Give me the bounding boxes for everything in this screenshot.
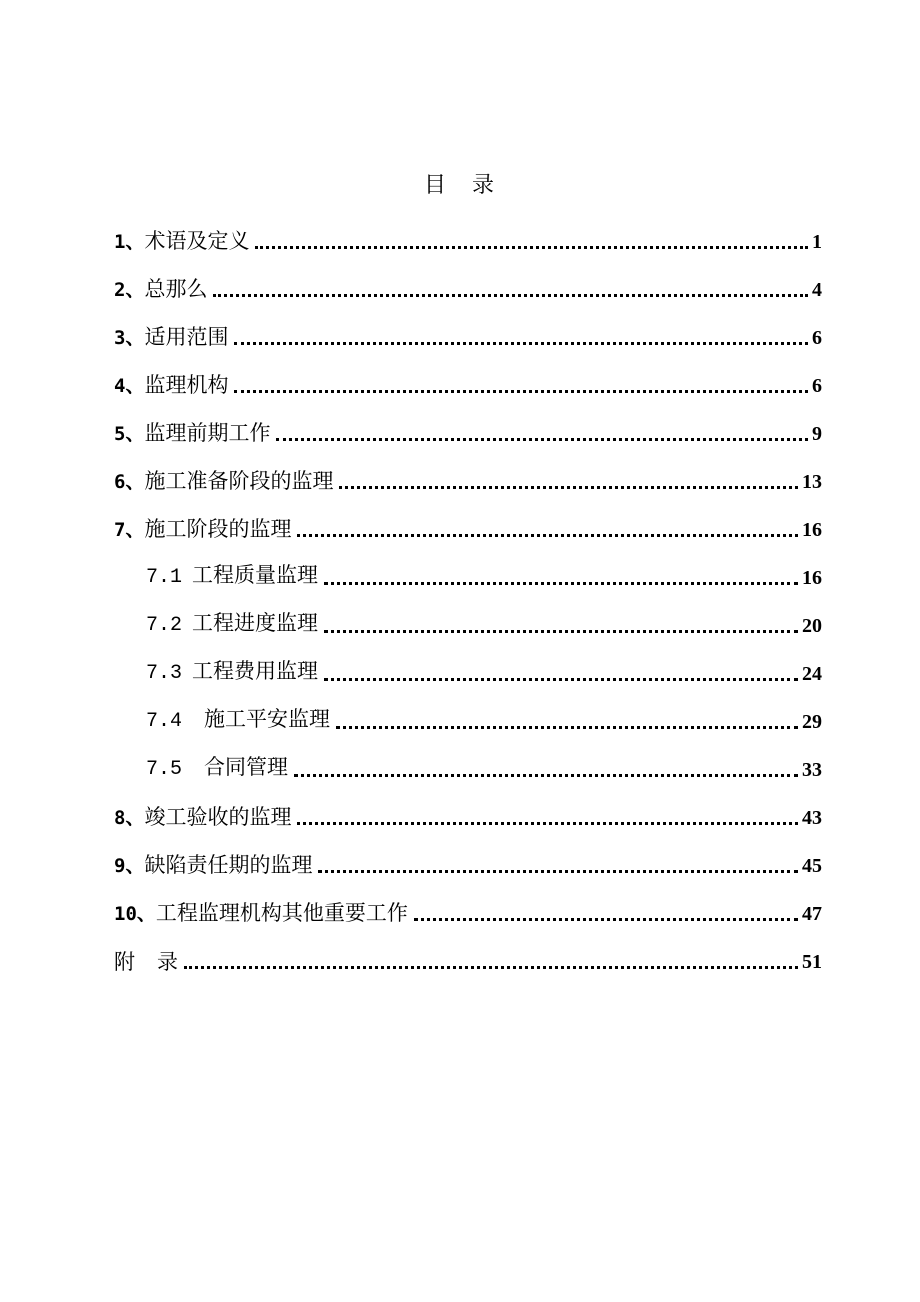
toc-entry-title: 缺陷责任期的监理 — [144, 853, 313, 877]
toc-entry-title: 竣工验收的监理 — [144, 805, 292, 829]
toc-entry-title: 施工准备阶段的监理 — [144, 469, 334, 493]
toc-entry-7[interactable] — [114, 502, 822, 550]
toc-title-left: 目 — [423, 173, 448, 198]
toc-entry-page: 51 — [802, 951, 822, 973]
toc-entry-number: 2、 — [114, 279, 145, 301]
toc-entry-number: 7.4 — [146, 710, 183, 733]
dot-leader — [255, 246, 808, 249]
appendix-right: 录 — [157, 950, 178, 974]
dot-leader — [297, 822, 798, 825]
dot-leader — [339, 486, 798, 489]
toc-entry-7-4[interactable] — [114, 694, 822, 742]
toc-entry-page: 16 — [802, 567, 822, 589]
toc-entry-number: 7.1 — [146, 566, 183, 589]
toc-entry-number: 7.5 — [146, 758, 183, 781]
toc-entry-title: 施工平安监理 — [204, 707, 331, 731]
toc-entry-page: 24 — [802, 663, 822, 685]
toc-entry-7-3[interactable] — [114, 646, 822, 694]
dot-leader — [213, 294, 808, 297]
toc-entry-10[interactable] — [114, 886, 822, 934]
toc-entry-title: 合同管理 — [204, 755, 289, 779]
toc-entry-7-5[interactable] — [114, 742, 822, 790]
dot-leader — [318, 870, 798, 873]
toc-entry-number: 7、 — [114, 519, 145, 541]
dot-leader — [336, 726, 798, 729]
toc-entry-1[interactable] — [114, 214, 822, 262]
toc-title-right: 录 — [472, 173, 497, 198]
dot-leader — [324, 630, 798, 633]
toc-entry-page: 16 — [802, 519, 822, 541]
toc-entry-title: 工程质量监理 — [192, 563, 319, 587]
toc-entry-appendix[interactable] — [114, 934, 822, 982]
toc-entry-page: 6 — [812, 327, 822, 349]
toc-entry-title: 工程进度监理 — [192, 611, 319, 635]
toc-entry-title: 监理前期工作 — [144, 421, 271, 445]
toc-entry-number: 4、 — [114, 375, 145, 397]
toc-entry-9[interactable] — [114, 838, 822, 886]
toc-entry-number: 5、 — [114, 423, 145, 445]
toc-entry-number: 8、 — [114, 807, 145, 829]
dot-leader — [414, 918, 798, 921]
dot-leader — [324, 582, 798, 585]
toc-entry-title: 适用范围 — [144, 325, 229, 349]
dot-leader — [294, 774, 798, 777]
toc-entry-number: 1、 — [114, 231, 145, 253]
toc-entry-title — [114, 950, 178, 974]
toc-entry-7-2[interactable] — [114, 598, 822, 646]
dot-leader — [184, 966, 798, 969]
toc-entry-page: 20 — [802, 615, 822, 637]
toc-entry-number: 9、 — [114, 855, 145, 877]
toc-entry-page: 33 — [802, 759, 822, 781]
toc-title — [0, 168, 920, 199]
toc-entry-6[interactable] — [114, 454, 822, 502]
appendix-left: 附 — [114, 950, 135, 974]
toc-entry-number: 7.2 — [146, 614, 183, 637]
toc-entry-title: 工程监理机构其他重要工作 — [155, 901, 408, 925]
toc-entry-2[interactable] — [114, 262, 822, 310]
toc-entry-3[interactable] — [114, 310, 822, 358]
toc-entry-page: 29 — [802, 711, 822, 733]
toc-entry-title: 监理机构 — [144, 373, 229, 397]
toc-entry-title: 工程费用监理 — [192, 659, 319, 683]
toc-entry-4[interactable] — [114, 358, 822, 406]
toc-entry-5[interactable] — [114, 406, 822, 454]
dot-leader — [234, 342, 808, 345]
toc-entry-page: 6 — [812, 375, 822, 397]
dot-leader — [234, 390, 808, 393]
toc-entry-number: 6、 — [114, 471, 145, 493]
toc-entry-7-1[interactable] — [114, 550, 822, 598]
table-of-contents — [114, 214, 822, 982]
toc-entry-number: 7.3 — [146, 662, 183, 685]
toc-entry-page: 9 — [812, 423, 822, 445]
dot-leader — [276, 438, 808, 441]
toc-entry-page: 47 — [802, 903, 822, 925]
toc-entry-page: 45 — [802, 855, 822, 877]
toc-entry-title: 总那么 — [144, 277, 208, 301]
toc-entry-page: 43 — [802, 807, 822, 829]
toc-entry-title: 术语及定义 — [144, 229, 250, 253]
toc-entry-page: 13 — [802, 471, 822, 493]
toc-entry-8[interactable] — [114, 790, 822, 838]
toc-entry-number: 3、 — [114, 327, 145, 349]
toc-entry-number: 10、 — [114, 903, 156, 925]
toc-entry-page: 4 — [812, 279, 822, 301]
toc-entry-page: 1 — [812, 231, 822, 253]
toc-entry-title: 施工阶段的监理 — [144, 517, 292, 541]
dot-leader — [297, 534, 798, 537]
dot-leader — [324, 678, 798, 681]
